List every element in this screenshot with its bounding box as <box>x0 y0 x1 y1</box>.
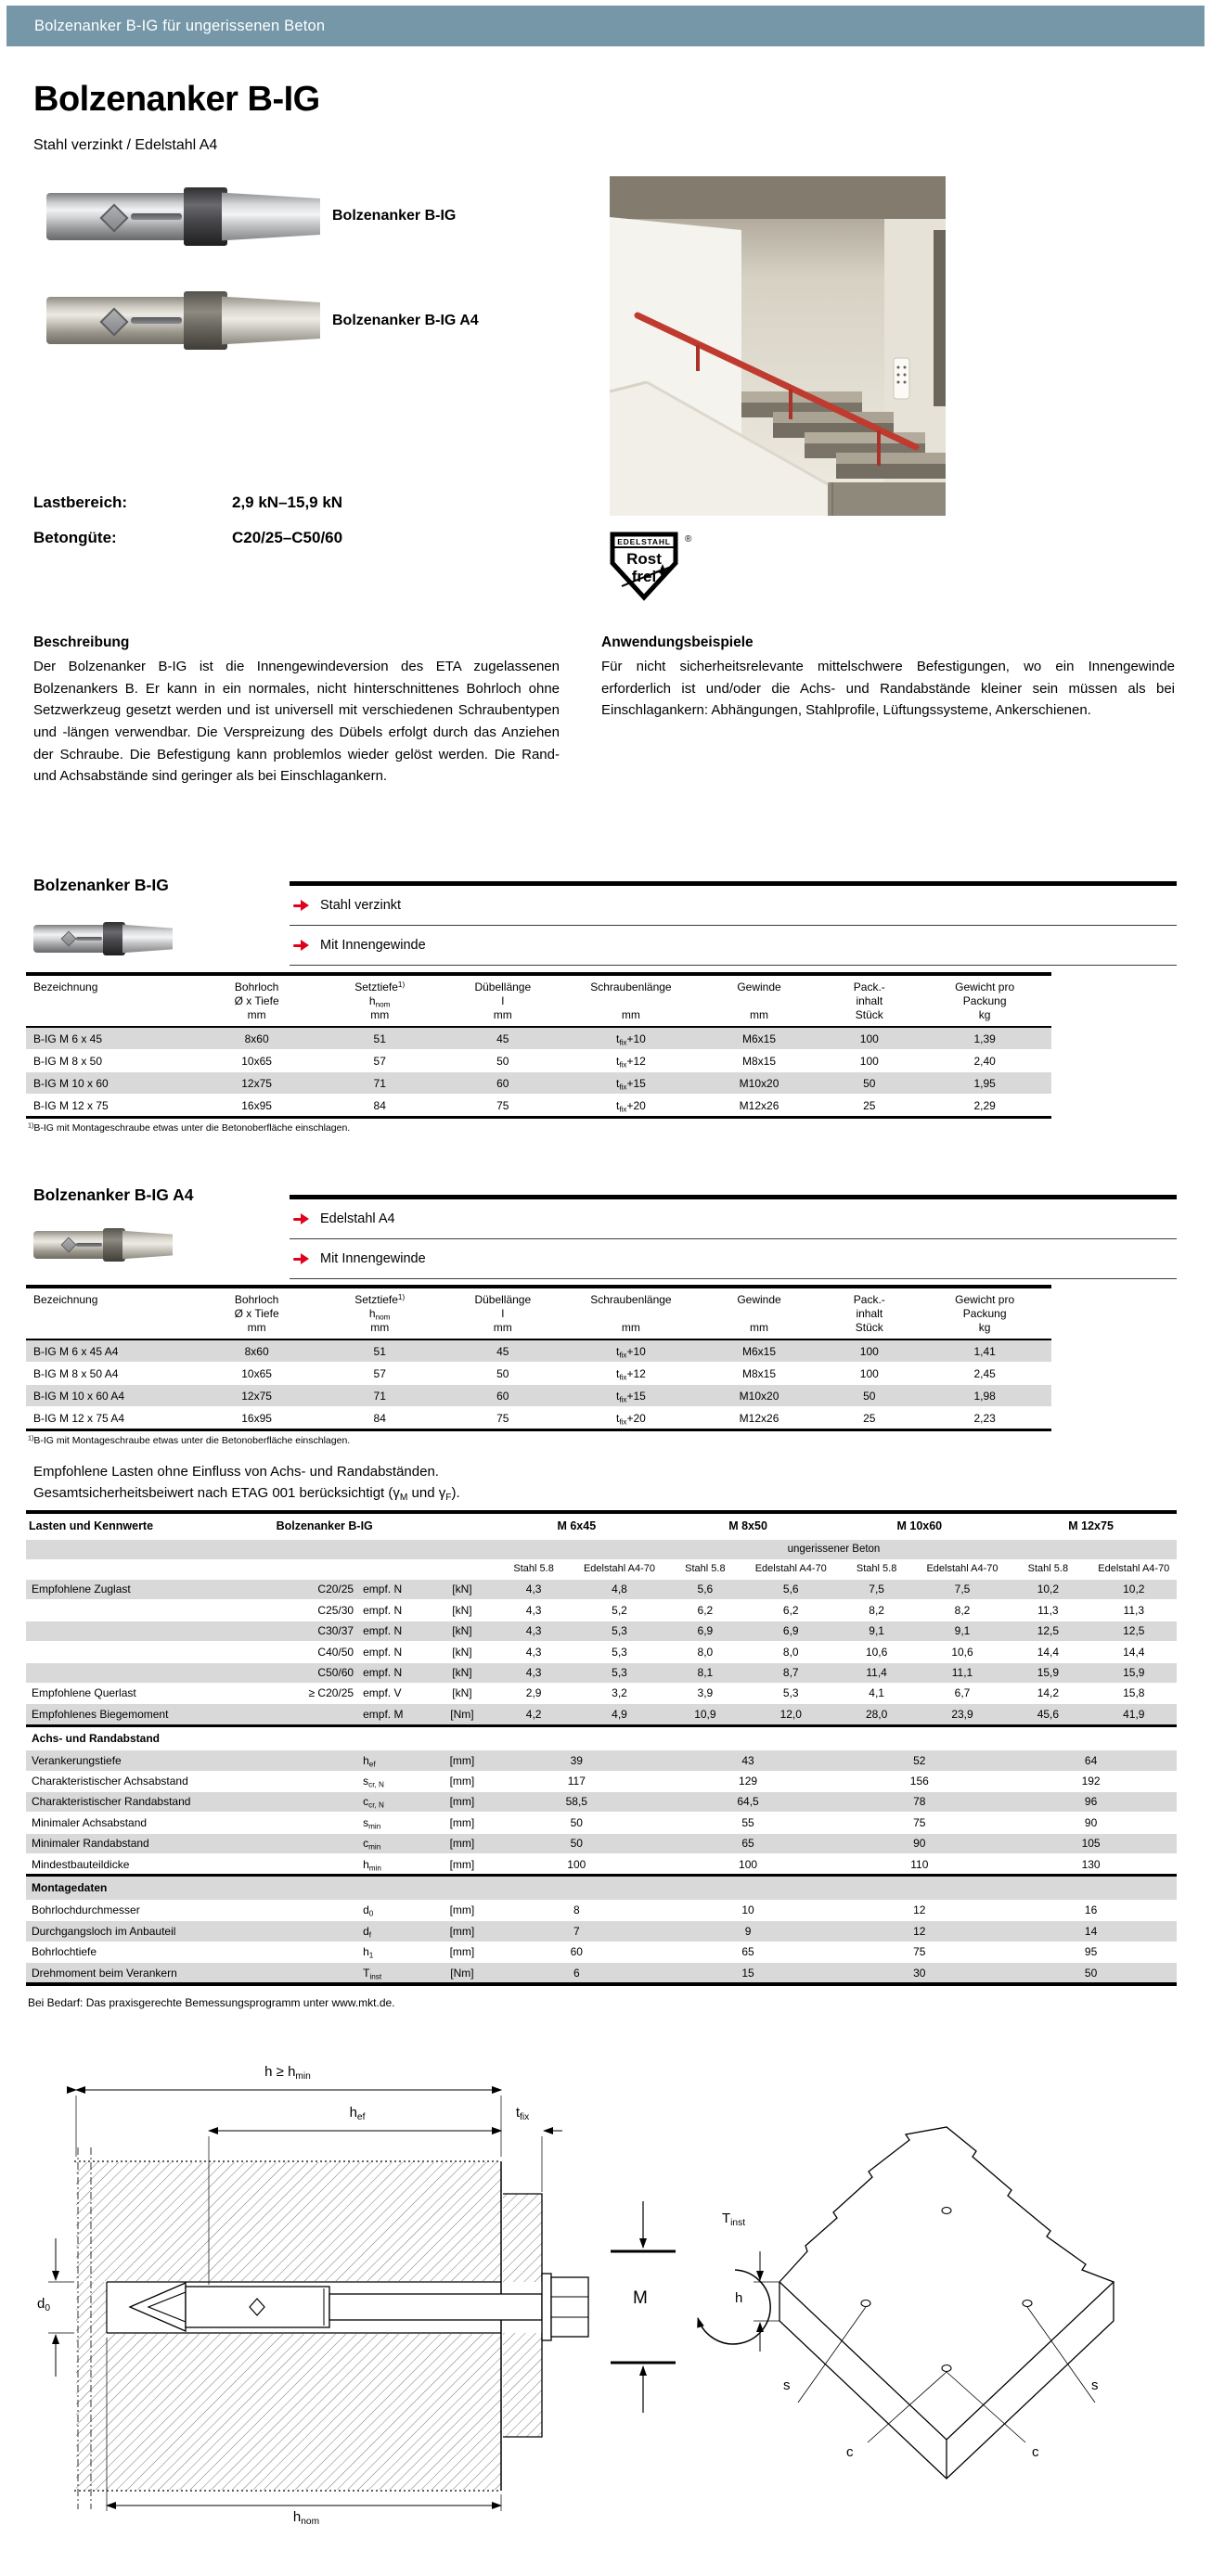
application-photo <box>610 176 946 516</box>
dim-label-hole-diameter: $d_0$ <box>37 2296 51 2313</box>
column-header: Dübellänge l mm <box>442 974 565 1027</box>
feature-label: Mit Innengewinde <box>320 1251 426 1266</box>
dim-label-edge-left: c <box>846 2444 854 2460</box>
section-view-drawing <box>37 2055 1179 2537</box>
value-cell: 1,98 <box>918 1385 1051 1407</box>
column-header: Pack.- inhalt Stück <box>820 1287 918 1339</box>
product-table-a4 <box>26 1285 1051 1431</box>
value-cell: 16x95 <box>195 1407 318 1430</box>
svg-text:frei: frei <box>631 568 657 585</box>
product-image-zn <box>46 182 320 251</box>
value-cell: 2,29 <box>918 1095 1051 1118</box>
dim-label-torque: $T_{inst}$ <box>722 2211 746 2228</box>
concrete-grade-label: Betongüte: <box>33 529 117 546</box>
value-cell: 57 <box>373 1054 386 1068</box>
concrete-grade-value: C20/25–C50/60 <box>232 529 343 546</box>
feature-item <box>290 886 1177 926</box>
load-table-row: Empfohlene Zuglast C20/25 empf. N [kN] 4,3 4,8 5,6 5,6 7,5 7,5 10,2 10,2 <box>26 1579 1177 1599</box>
value-cell: 100 <box>820 1027 918 1050</box>
anchor-cone <box>222 192 320 242</box>
column-header: Gewicht pro Packung kg <box>918 1287 1051 1339</box>
value-cell: M8x15 <box>742 1366 777 1380</box>
product-table <box>26 1285 1051 1431</box>
product-label-a4: Bolzenanker B-IG A4 <box>332 313 479 328</box>
table-header-row <box>26 1287 1051 1339</box>
concrete-state-row: ungerissener Beton <box>26 1540 1177 1560</box>
footnote-zn: $^{1)}$B-IG mit Montageschraube etwas unter die Betonoberfläche einschlagen. <box>28 1121 351 1134</box>
load-table-row: C40/50 empf. N [kN] 4,3 5,3 8,0 8,0 10,6 10,6 14,4 14,4 <box>26 1642 1177 1662</box>
section-data-row: Mindestbauteildicke $h_{min}$ [mm] 100 100 110 130 <box>26 1854 1177 1876</box>
features-list-zn <box>290 881 1177 966</box>
value-cell: 25 <box>820 1095 918 1118</box>
value-cell: 100 <box>820 1339 918 1363</box>
description-heading: Beschreibung <box>33 634 130 650</box>
rostfrei-logo <box>609 531 698 603</box>
section-zn-image <box>33 918 173 959</box>
section-data-row: Minimaler Achsabstand $s_{min}$ [mm] 50 55 75 90 <box>26 1813 1177 1833</box>
value-cell: 25 <box>820 1407 918 1430</box>
table-row <box>26 1407 1051 1430</box>
section-data-row: Durchgangsloch im Anbauteil $d_f$ [mm] 7 9 12 14 <box>26 1921 1177 1942</box>
value-cell: 10x65 <box>241 1366 272 1380</box>
designation-cell: B-IG M 6 x 45 <box>26 1027 195 1050</box>
section-a4-image <box>33 1224 173 1265</box>
svg-text:EDELSTAHL: EDELSTAHL <box>617 537 671 546</box>
keypad <box>894 358 909 399</box>
value-cell: $t_{fix}+15$ <box>564 1072 698 1095</box>
red-arrow-icon <box>293 1213 309 1225</box>
red-arrow-icon <box>293 900 309 912</box>
value-cell: 51 <box>318 1339 442 1363</box>
section-zn-heading: Bolzenanker B-IG <box>33 876 169 894</box>
table-row <box>26 1072 1051 1095</box>
section-data-row: Bohrlochdurchmesser $d_0$ [mm] 8 10 12 16 <box>26 1900 1177 1920</box>
value-cell: $t_{fix}+10$ <box>564 1027 698 1050</box>
steel-grade-row: Stahl 5.8 Edelstahl A4-70 Stahl 5.8 Edelstahl A4-70 Stahl 5.8 Edelstahl A4-70 Stahl 5.8 Edelstahl A4-70 <box>26 1559 1177 1579</box>
value-cell: 10x65 <box>241 1054 272 1068</box>
value-cell: $t_{fix}+20$ <box>564 1407 698 1430</box>
column-header: Bezeichnung <box>26 1287 195 1339</box>
value-cell: $t_{fix}+10$ <box>564 1339 698 1363</box>
installation-diagrams <box>37 2055 1179 2537</box>
table-row <box>26 1385 1051 1407</box>
column-header: Schraubenlänge mm <box>564 1287 698 1339</box>
value-cell: 1,95 <box>918 1072 1051 1095</box>
value-cell: $t_{fix}+20$ <box>564 1095 698 1118</box>
section-data-row: Charakteristischer Randabstand $c_{cr, N}$ [mm] 58,5 64,5 78 96 <box>26 1791 1177 1812</box>
designation-cell: B-IG M 8 x 50 <box>33 1054 103 1068</box>
value-cell: 45 <box>442 1027 565 1050</box>
column-header: Gewinde mm <box>698 1287 821 1339</box>
value-cell: 75 <box>442 1095 565 1118</box>
value-cell: 50 <box>496 1366 509 1380</box>
anchor-expansion-clip <box>103 1228 125 1262</box>
dim-label-moment: M <box>633 2288 648 2308</box>
value-cell: 71 <box>318 1072 442 1095</box>
red-arrow-icon <box>293 940 309 952</box>
rostfrei-shield-icon <box>609 531 698 603</box>
column-header: Bohrloch Ø x Tiefe mm <box>195 974 318 1027</box>
value-cell: 45 <box>442 1339 565 1363</box>
value-cell: 60 <box>442 1072 565 1095</box>
footer-note: Bei Bedarf: Das praxisgerechte Bemessungsprogramm unter www.mkt.de. <box>28 1996 395 2009</box>
applications-heading: Anwendungsbeispiele <box>601 634 754 650</box>
dim-label-spacing-left: s <box>783 2377 791 2393</box>
description-text: Der Bolzenanker B-IG ist die Innengewindeversion des ETA zugelassenen Bolzenankers B. Er kann in ein normales, nicht hinterschnittenes Bohrloch ohne Setzwerkzeug gesetzt werden und ist universell mit verschiedenen Schraubentypen und -längen verwendbar. Die Verspreizung des Dübels erfolgt durch das Anziehen der Schraube. Die Befestigung kann problemlos wieder gelöst werden. Die Rand- und Achsabstände sind geringer als bei Einschlagankern. <box>33 659 560 785</box>
designation-cell: B-IG M 12 x 75 <box>26 1095 195 1118</box>
page-title: Bolzenanker B-IG <box>33 80 320 119</box>
svg-text:®: ® <box>685 534 692 545</box>
product-label-zn: Bolzenanker B-IG <box>332 208 457 224</box>
value-cell: 12x75 <box>195 1072 318 1095</box>
value-cell: 51 <box>318 1027 442 1050</box>
value-cell: 8x60 <box>195 1027 318 1050</box>
value-cell: 8x60 <box>195 1339 318 1363</box>
corner-view-drawing <box>754 2127 1114 2479</box>
section-header-row: Montagedaten <box>26 1876 1177 1900</box>
table-row <box>26 1050 1051 1072</box>
value-cell: 57 <box>373 1366 386 1380</box>
load-range-value: 2,9 kN–15,9 kN <box>232 493 343 511</box>
dim-label-embedment: $h_{ef}$ <box>349 2105 366 2122</box>
column-header: Gewicht pro Packung kg <box>918 974 1051 1027</box>
column-header: Schraubenlänge mm <box>564 974 698 1027</box>
load-table-row: Empfohlenes Biegemoment empf. M [Nm] 4,2 4,9 10,9 12,0 28,0 23,9 45,6 41,9 <box>26 1704 1177 1725</box>
feature-label: Edelstahl A4 <box>320 1211 395 1226</box>
value-cell: 84 <box>318 1407 442 1430</box>
designation-cell: B-IG M 10 x 60 <box>26 1072 195 1095</box>
value-cell: 2,45 <box>973 1366 996 1380</box>
column-header: Dübellänge l mm <box>442 1287 565 1339</box>
dim-label-total-depth: $h \ge h_{min}$ <box>264 2064 311 2082</box>
column-header: Pack.- inhalt Stück <box>820 974 918 1027</box>
dim-label-slab-thickness: h <box>735 2290 743 2306</box>
value-cell: 1,41 <box>918 1339 1051 1363</box>
designation-cell: B-IG M 10 x 60 A4 <box>26 1385 195 1407</box>
feature-item <box>290 1199 1177 1239</box>
section-a4-heading: Bolzenanker B-IG A4 <box>33 1185 194 1204</box>
load-table-row: C25/30 empf. N [kN] 4,3 5,2 6,2 6,2 8,2 8,2 11,3 11,3 <box>26 1600 1177 1621</box>
load-range-label: Lastbereich: <box>33 493 128 511</box>
value-cell: M6x15 <box>698 1027 821 1050</box>
column-header: Bezeichnung <box>26 974 195 1027</box>
designation-cell: B-IG M 12 x 75 A4 <box>26 1407 195 1430</box>
load-table <box>26 1510 1177 1986</box>
value-cell: M12x26 <box>698 1095 821 1118</box>
designation-cell: B-IG M 6 x 45 A4 <box>26 1339 195 1363</box>
table-row <box>26 1339 1051 1363</box>
section-header-row: Achs- und Randabstand <box>26 1725 1177 1749</box>
value-cell: 100 <box>859 1054 879 1068</box>
value-cell: 12x75 <box>195 1385 318 1407</box>
column-header: Setztiefe$^{1)}$ $h_{nom}$ mm <box>318 974 442 1027</box>
value-cell: 50 <box>820 1385 918 1407</box>
designation-cell: B-IG M 8 x 50 A4 <box>33 1366 119 1380</box>
section-data-row: Minimaler Randabstand $c_{min}$ [mm] 50 65 90 105 <box>26 1833 1177 1853</box>
value-cell: 1,39 <box>918 1027 1051 1050</box>
product-table <box>26 972 1051 1119</box>
anchor-expansion-clip <box>184 187 227 246</box>
value-cell: 2,40 <box>973 1054 996 1068</box>
value-cell: 100 <box>859 1366 879 1380</box>
dim-label-fixture: $t_{fix}$ <box>515 2105 530 2122</box>
value-cell: 2,23 <box>918 1407 1051 1430</box>
value-cell: 50 <box>820 1072 918 1095</box>
feature-item <box>290 1239 1177 1279</box>
feature-label: Mit Innengewinde <box>320 938 426 953</box>
value-cell: 84 <box>318 1095 442 1118</box>
anchor-expansion-clip <box>184 291 227 350</box>
dim-label-nominal-depth: $h_{nom}$ <box>292 2509 320 2527</box>
value-cell: 16x95 <box>195 1095 318 1118</box>
anchor-expansion-clip <box>103 922 125 956</box>
value-cell: $t_{fix}+15$ <box>564 1385 698 1407</box>
spec-row-load <box>33 493 590 516</box>
value-cell: M12x26 <box>698 1407 821 1430</box>
value-cell: $t_{fix}+12$ <box>615 1366 646 1381</box>
table-header-row <box>26 974 1051 1027</box>
anchor-cone <box>122 924 173 954</box>
dim-label-edge-right: c <box>1032 2444 1039 2460</box>
svg-text:Rost: Rost <box>626 550 662 568</box>
staircase-photo-art <box>610 176 946 516</box>
product-image-a4 <box>46 286 320 355</box>
red-arrow-icon <box>293 1253 309 1265</box>
column-header: Setztiefe$^{1)}$ $h_{nom}$ mm <box>318 1287 442 1339</box>
features-list-a4 <box>290 1195 1177 1279</box>
value-cell: M8x15 <box>742 1054 777 1068</box>
load-table-row: Empfohlene Querlast ≥ C20/25 empf. V [kN] 2,9 3,2 3,9 5,3 4,1 6,7 14,2 15,8 <box>26 1683 1177 1703</box>
load-table-row: C50/60 empf. N [kN] 4,3 5,3 8,1 8,7 11,4 11,1 15,9 15,9 <box>26 1662 1177 1683</box>
value-cell: M10x20 <box>698 1385 821 1407</box>
value-cell: 50 <box>496 1054 509 1068</box>
load-characteristics-table <box>26 1510 1177 1986</box>
footnote-a4: $^{1)}$B-IG mit Montageschraube etwas unter die Betonoberfläche einschlagen. <box>28 1434 351 1446</box>
section-data-row: Charakteristischer Achsabstand $s_{cr, N}$ [mm] 117 129 156 192 <box>26 1771 1177 1791</box>
feature-label: Stahl verzinkt <box>320 898 402 913</box>
section-data-row: Verankerungstiefe $h_{ef}$ [mm] 39 43 52 64 <box>26 1750 1177 1771</box>
loads-note-line1: Empfohlene Lasten ohne Einfluss von Achs- und Randabständen. <box>33 1464 439 1480</box>
section-data-row: Drehmoment beim Verankern $T_{inst}$ [Nm] 6 15 30 50 <box>26 1963 1177 1985</box>
anchor-cone <box>222 296 320 346</box>
header-bar <box>6 6 1205 46</box>
load-table-row: C30/37 empf. N [kN] 4,3 5,3 6,9 6,9 9,1 9,1 12,5 12,5 <box>26 1621 1177 1641</box>
table-row <box>26 1363 1051 1385</box>
dim-label-spacing-right: s <box>1091 2377 1099 2393</box>
anchor-cone <box>122 1230 173 1260</box>
value-cell: 60 <box>442 1385 565 1407</box>
loads-note-line2: Gesamtsicherheitsbeiwert nach ETAG 001 berücksichtigt ($\gamma_M$ und $\gamma_F$). <box>33 1485 460 1503</box>
column-header: Gewinde mm <box>698 974 821 1027</box>
table-row <box>26 1027 1051 1050</box>
section-data-row: Bohrlochtiefe $h_1$ [mm] 60 65 75 95 <box>26 1942 1177 1962</box>
value-cell: 75 <box>442 1407 565 1430</box>
value-cell: $t_{fix}+12$ <box>615 1054 646 1069</box>
feature-item <box>290 926 1177 966</box>
header-bar-title: Bolzenanker B-IG für ungerissenen Beton <box>34 17 326 34</box>
value-cell: M10x20 <box>698 1072 821 1095</box>
column-header: Bohrloch Ø x Tiefe mm <box>195 1287 318 1339</box>
page-subtitle: Stahl verzinkt / Edelstahl A4 <box>33 137 218 153</box>
value-cell: 71 <box>318 1385 442 1407</box>
applications-text: Für nicht sicherheitsrelevante mittelschwere Befestigungen, wo ein Innengewinde erforderlich ist und/oder die Achs- und Randabstände kleiner sein müssen als bei Einschlagankern: Abhängungen, Stahlprofile, Lüftungssysteme, Ankerschienen. <box>601 659 1175 719</box>
table-row <box>26 1095 1051 1118</box>
load-table-header: Lasten und Kennwerte Bolzenanker B-IG M 6x45 M 8x50 M 10x60 M 12x75 <box>26 1512 1177 1540</box>
product-table-zn <box>26 972 1051 1119</box>
spec-row-concrete <box>33 529 590 551</box>
value-cell: M6x15 <box>698 1339 821 1363</box>
